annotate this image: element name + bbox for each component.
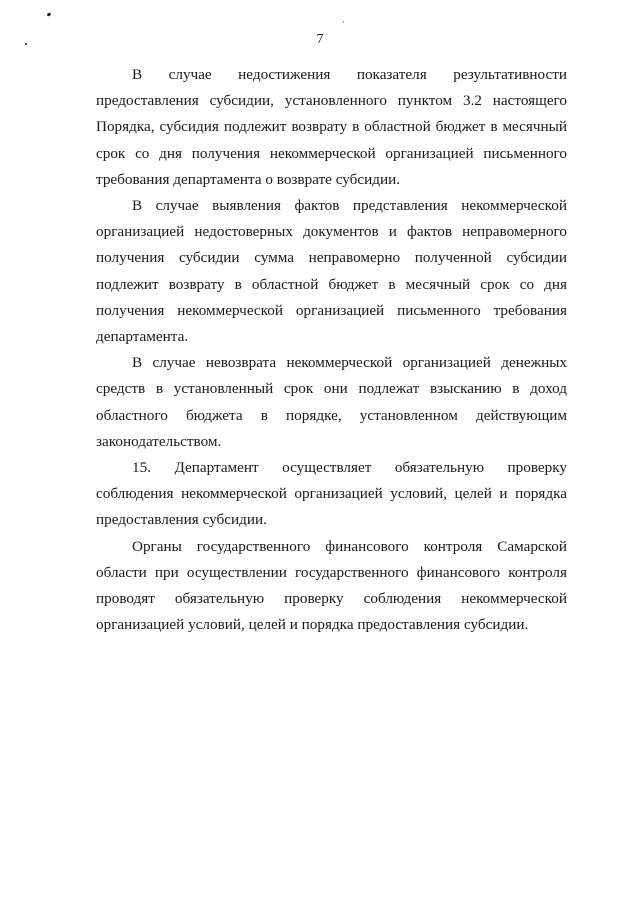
scan-mark xyxy=(343,21,344,23)
paragraph-false-documents: В случае выявления фактов представления некоммерческой организацией недостоверных документов и фактов неправомерного получения субсидии сумма неправомерно полученной субсидии подлежит возврату в областной бюджет в месячный срок со дня получения некоммерческой организацией письменного требования департамента. xyxy=(96,197,567,346)
paragraph-department-inspection: 15. Департамент осуществляет обязательную проверку соблюдения некоммерческой организацией условий, целей и порядка предоставления субсидии. xyxy=(96,459,567,529)
paragraph-non-return-of-funds: В случае невозврата некоммерческой организацией денежных средств в установленный срок они подлежат взысканию в доход областного бюджета в порядке, установленном действующим законодательством. xyxy=(96,354,567,450)
scan-mark xyxy=(47,12,52,17)
document-body xyxy=(96,62,567,638)
paragraph-financial-control-bodies: Органы государственного финансового контроля Самарской области при осуществлении государственного финансового контроля проводят обязательную проверку соблюдения некоммерческой организацией условий, целей и порядка предоставления субсидии. xyxy=(96,537,567,634)
page-number: 7 xyxy=(316,32,324,47)
paragraph-failure-to-meet-indicator: В случае недостижения показателя результативности предоставления субсидии, установленного пунктом 3.2 настоящего Порядка, субсидия подлежит возврату в областной бюджет в месячный срок со дня получения некоммерческой организацией письменного требования департамента о возврате субсидии. xyxy=(96,66,567,188)
